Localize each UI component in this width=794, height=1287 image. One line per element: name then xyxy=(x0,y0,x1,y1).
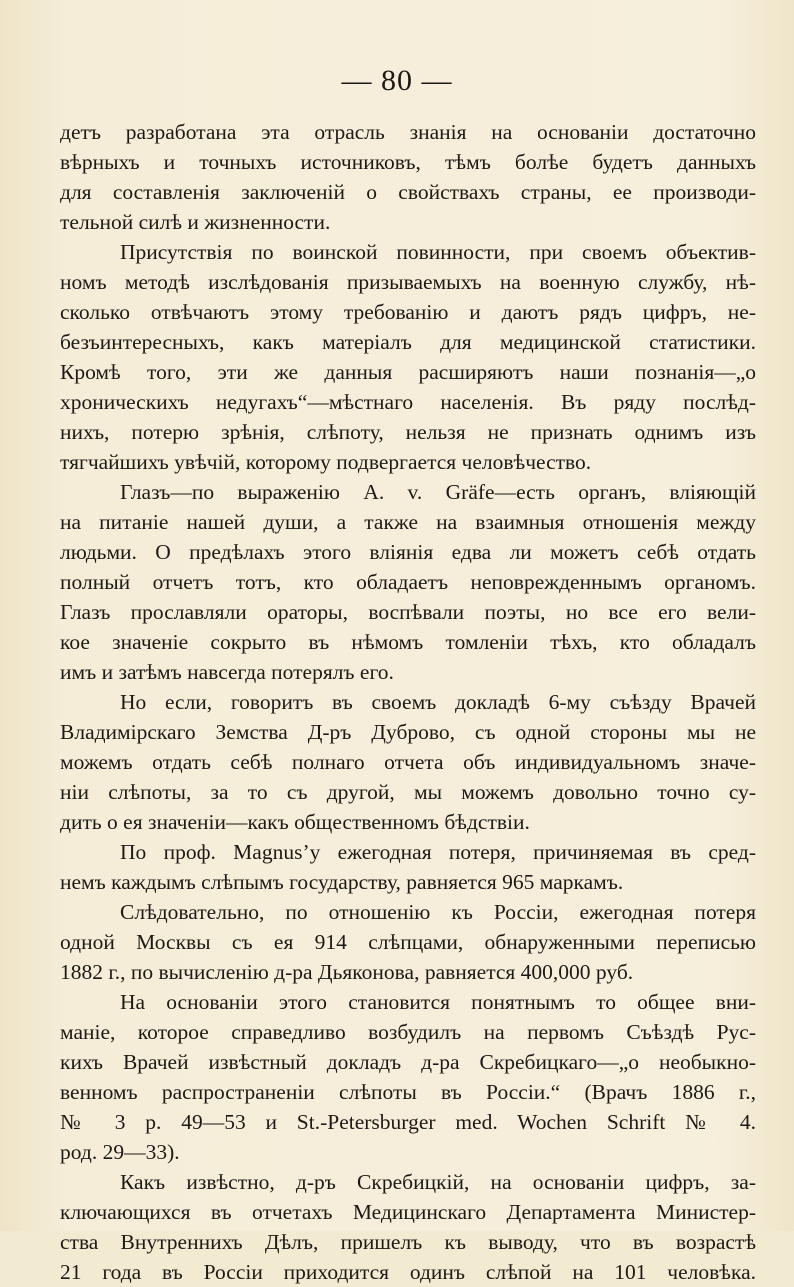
paragraph-start-line: Но если, говоритъ въ своемъ докладѣ 6-му съѣзду Врачей xyxy=(120,690,756,714)
text-line: маніе, которое справедливо возбудилъ на первомъ Съѣздѣ Рус- xyxy=(60,1020,756,1044)
text-line: номъ методѣ изслѣдованія призываемыхъ на военную службу, нѣ- xyxy=(60,270,756,294)
paragraph-start-line: Какъ извѣстно, д-ръ Скребицкій, на основаніи цифръ, за- xyxy=(120,1170,756,1194)
paragraph-start-line: Глазъ—по выраженію А. v. Gräfe—есть органъ, вліяющій xyxy=(120,480,756,504)
text-line: тягчайшихъ увѣчій, которому подвергается человѣчество. xyxy=(60,450,592,474)
text-line: ніи слѣпоты, за то съ другой, мы можемъ довольно точно су- xyxy=(60,780,756,804)
text-line: людьми. О предѣлахъ этого вліянія едва ли можетъ себѣ отдать xyxy=(60,540,756,564)
text-line: для составленія заключеній о свойствахъ страны, ее производи- xyxy=(60,180,756,204)
text-line: № 3 р. 49—53 и St.-Petersburger med. Wochen Schrift № 4. xyxy=(60,1110,756,1134)
text-line: Кромѣ того, эти же данныя расширяютъ наши познанія—„о xyxy=(60,360,756,384)
text-line: полный отчетъ тотъ, кто обладаетъ неповрежденнымъ органомъ. xyxy=(60,570,756,594)
text-line: безъинтересныхъ, какъ матеріалъ для медицинской статистики. xyxy=(60,330,756,354)
text-line: Глазъ прославляли ораторы, воспѣвали поэты, но все его вели- xyxy=(60,600,756,624)
text-line: одной Москвы съ ея 914 слѣпцами, обнаруженными переписью xyxy=(60,930,756,954)
paragraph-start-line: Присутствія по воинской повинности, при своемъ объектив- xyxy=(120,240,756,264)
text-line: сколько отвѣчаютъ этому требованію и даютъ рядъ цифръ, не- xyxy=(60,300,756,324)
paragraph-start-line: Слѣдовательно, по отношенію къ Россіи, ежегодная потеря xyxy=(120,900,756,924)
text-line: 1882 г., по вычисленію д-ра Дьяконова, равняется 400,000 руб. xyxy=(60,960,634,984)
text-line: тельной силѣ и жизненности. xyxy=(60,210,331,234)
text-line: кое значеніе сокрыто въ нѣмомъ томленіи тѣхъ, кто обладалъ xyxy=(60,630,756,654)
paragraph-start-line: По проф. Magnus’у ежегодная потеря, причиняемая въ сред- xyxy=(120,840,756,864)
text-line: немъ каждымъ слѣпымъ государству, равняется 965 маркамъ. xyxy=(60,870,624,894)
text-line: дить о ея значеніи—какъ общественномъ бѣдствіи. xyxy=(60,810,530,834)
page-number: — 80 — xyxy=(341,64,453,97)
text-line: нихъ, потерю зрѣнія, слѣпоту, нельзя не признать однимъ изъ xyxy=(60,420,756,444)
paragraph-start-line: На основаніи этого становится понятнымъ то общее вни- xyxy=(120,990,756,1014)
text-line: на питаніе нашей души, а также на взаимныя отношенія между xyxy=(60,510,756,534)
text-line: ключающихся въ отчетахъ Медицинскаго Департамента Министер- xyxy=(60,1200,756,1224)
body-text xyxy=(60,117,756,1287)
text-line: можемъ отдать себѣ полнаго отчета объ индивидуальномъ значе- xyxy=(60,750,756,774)
text-line: хроническихъ недугахъ“—мѣстнаго населенія. Въ ряду послѣд- xyxy=(60,390,756,414)
text-line: венномъ распространеніи слѣпоты въ Россіи.“ (Врачъ 1886 г., xyxy=(60,1080,756,1104)
text-line: Владимірскаго Земства Д-ръ Дуброво, съ одной стороны мы не xyxy=(60,720,756,744)
text-line: род. 29—33). xyxy=(60,1140,180,1164)
text-line: ства Внутреннихъ Дѣлъ, пришелъ къ выводу, что въ возрастѣ xyxy=(60,1230,756,1254)
text-line: 21 года въ Россіи приходится одинъ слѣпой на 101 человѣка. xyxy=(60,1260,756,1284)
text-line: имъ и затѣмъ навсегда потерялъ его. xyxy=(60,660,394,684)
text-line: вѣрныхъ и точныхъ источниковъ, тѣмъ болѣе будетъ данныхъ xyxy=(60,150,756,174)
text-line: детъ разработана эта отрасль знанія на основаніи достаточно xyxy=(60,120,756,144)
text-line: кихъ Врачей извѣстный докладъ д-ра Скребицкаго—„о необыкно- xyxy=(60,1050,756,1074)
